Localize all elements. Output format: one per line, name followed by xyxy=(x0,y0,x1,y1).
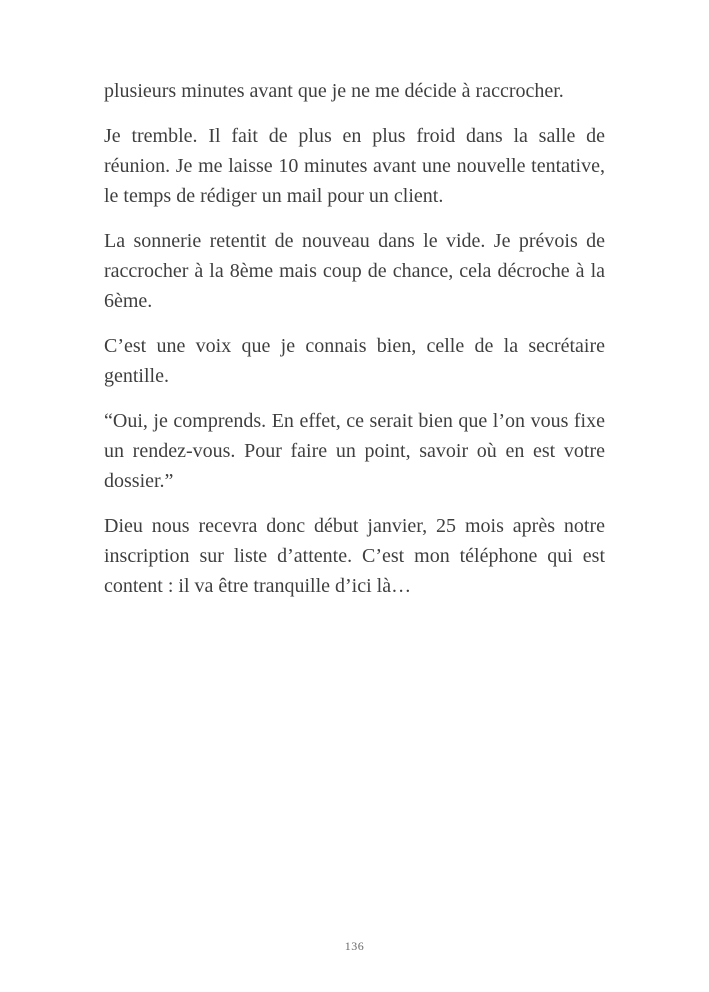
paragraph: Je tremble. Il fait de plus en plus froid dans la salle de réunion. Je me laisse 10 minutes avant une nouvelle tentative, le temps de rédiger un mail pour un client. xyxy=(104,125,605,207)
page-text xyxy=(104,76,605,616)
paragraph: plusieurs minutes avant que je ne me décide à raccrocher. xyxy=(104,80,564,102)
paragraph: “Oui, je comprends. En effet, ce serait bien que l’on vous fixe un rendez-vous. Pour faire un point, savoir où en est votre dossier.” xyxy=(104,410,605,492)
paragraph: Dieu nous recevra donc début janvier, 25 mois après notre inscription sur liste d’attente. C’est mon téléphone qui est content : il va être tranquille d’ici là… xyxy=(104,515,605,597)
paragraph: C’est une voix que je connais bien, celle de la secrétaire gentille. xyxy=(104,335,605,387)
page-number: 136 xyxy=(344,939,365,953)
paragraph: La sonnerie retentit de nouveau dans le vide. Je prévois de raccrocher à la 8ème mais coup de chance, cela décroche à la 6ème. xyxy=(104,230,605,312)
